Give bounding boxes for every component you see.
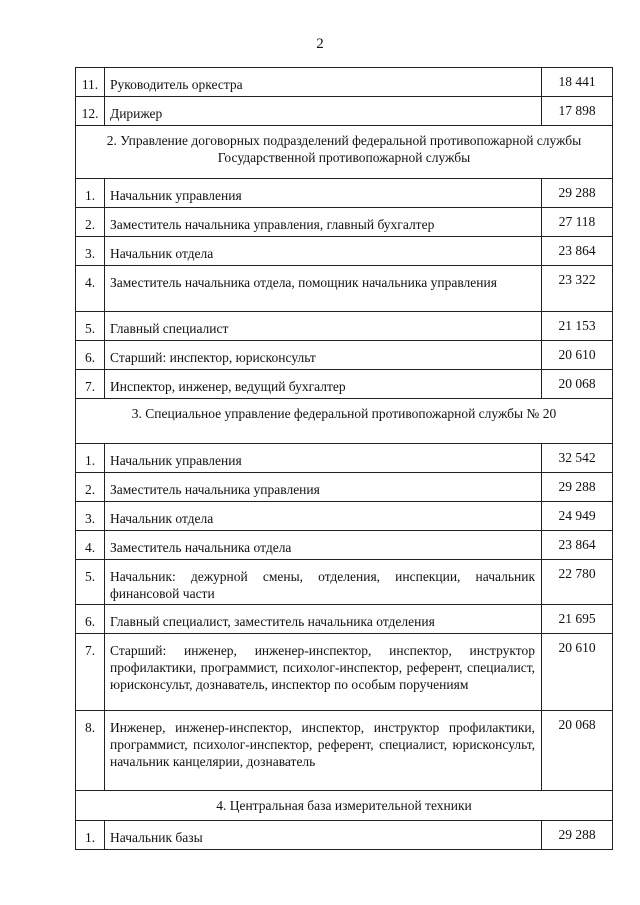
position-title: Начальник управления [105,444,542,473]
row-number: 7. [76,370,105,399]
salary-table [75,67,613,850]
row-number: 8. [76,711,105,791]
table-row [76,179,613,208]
table-row [76,473,613,502]
position-title: Главный специалист [105,312,542,341]
table-row [76,821,613,850]
position-title: Главный специалист, заместитель начальника отделения [105,605,542,634]
salary-value: 20 610 [542,634,613,711]
section-title: 3. Специальное управление федеральной противопожарной службы № 20 [76,399,613,444]
row-number: 7. [76,634,105,711]
row-number: 6. [76,341,105,370]
row-number: 3. [76,237,105,266]
salary-value: 17 898 [542,97,613,126]
table-row [76,711,613,791]
table-row [76,444,613,473]
table-row [76,634,613,711]
table-row [76,502,613,531]
table-row [76,560,613,605]
position-title: Заместитель начальника управления [105,473,542,502]
position-title: Инспектор, инженер, ведущий бухгалтер [105,370,542,399]
position-title: Начальник управления [105,179,542,208]
table-row [76,370,613,399]
salary-value: 18 441 [542,68,613,97]
row-number: 4. [76,531,105,560]
table-row [76,605,613,634]
table-row [76,266,613,312]
section-header-row [76,791,613,821]
row-number: 5. [76,560,105,605]
salary-value: 23 864 [542,531,613,560]
table-row [76,97,613,126]
position-title: Заместитель начальника отдела, помощник начальника управления [105,266,542,312]
salary-value: 32 542 [542,444,613,473]
table-row [76,208,613,237]
section-header-row [76,399,613,444]
section-title: 4. Центральная база измерительной техники [76,791,613,821]
page-number: 2 [316,36,324,52]
salary-value: 29 288 [542,179,613,208]
position-title: Начальник отдела [105,237,542,266]
row-number: 1. [76,179,105,208]
row-number: 5. [76,312,105,341]
salary-value: 20 068 [542,711,613,791]
position-title: Заместитель начальника управления, главный бухгалтер [105,208,542,237]
row-number: 11. [76,68,105,97]
salary-value: 20 610 [542,341,613,370]
salary-value: 24 949 [542,502,613,531]
row-number: 4. [76,266,105,312]
position-title: Начальник отдела [105,502,542,531]
salary-value: 22 780 [542,560,613,605]
row-number: 12. [76,97,105,126]
position-title: Руководитель оркестра [105,68,542,97]
salary-value: 21 153 [542,312,613,341]
table-row [76,237,613,266]
row-number: 6. [76,605,105,634]
position-title: Старший: инженер, инженер-инспектор, инспектор, инструктор профилактики, программист, психолог-инспектор, референт, специалист, юрисконсульт, дознаватель, инспектор по особым поручениям [105,634,542,711]
salary-value: 23 864 [542,237,613,266]
row-number: 1. [76,444,105,473]
salary-value: 20 068 [542,370,613,399]
salary-value: 23 322 [542,266,613,312]
table-row [76,531,613,560]
row-number: 3. [76,502,105,531]
salary-value: 29 288 [542,821,613,850]
position-title: Заместитель начальника отдела [105,531,542,560]
table-row [76,312,613,341]
table-row [76,68,613,97]
position-title: Дирижер [105,97,542,126]
table-row [76,341,613,370]
position-title: Начальник базы [105,821,542,850]
salary-value: 29 288 [542,473,613,502]
salary-value: 27 118 [542,208,613,237]
position-title: Начальник: дежурной смены, отделения, инспекции, начальник финансовой части [105,560,542,605]
row-number: 2. [76,208,105,237]
position-title: Инженер, инженер-инспектор, инспектор, инструктор профилактики, программист, психолог-инспектор, референт, специалист, юрисконсульт, начальник канцелярии, дознаватель [105,711,542,791]
salary-value: 21 695 [542,605,613,634]
position-title: Старший: инспектор, юрисконсульт [105,341,542,370]
section-title: 2. Управление договорных подразделений федеральной противопожарной службы Государственной противопожарной службы [76,126,613,179]
row-number: 2. [76,473,105,502]
row-number: 1. [76,821,105,850]
section-header-row [76,126,613,179]
